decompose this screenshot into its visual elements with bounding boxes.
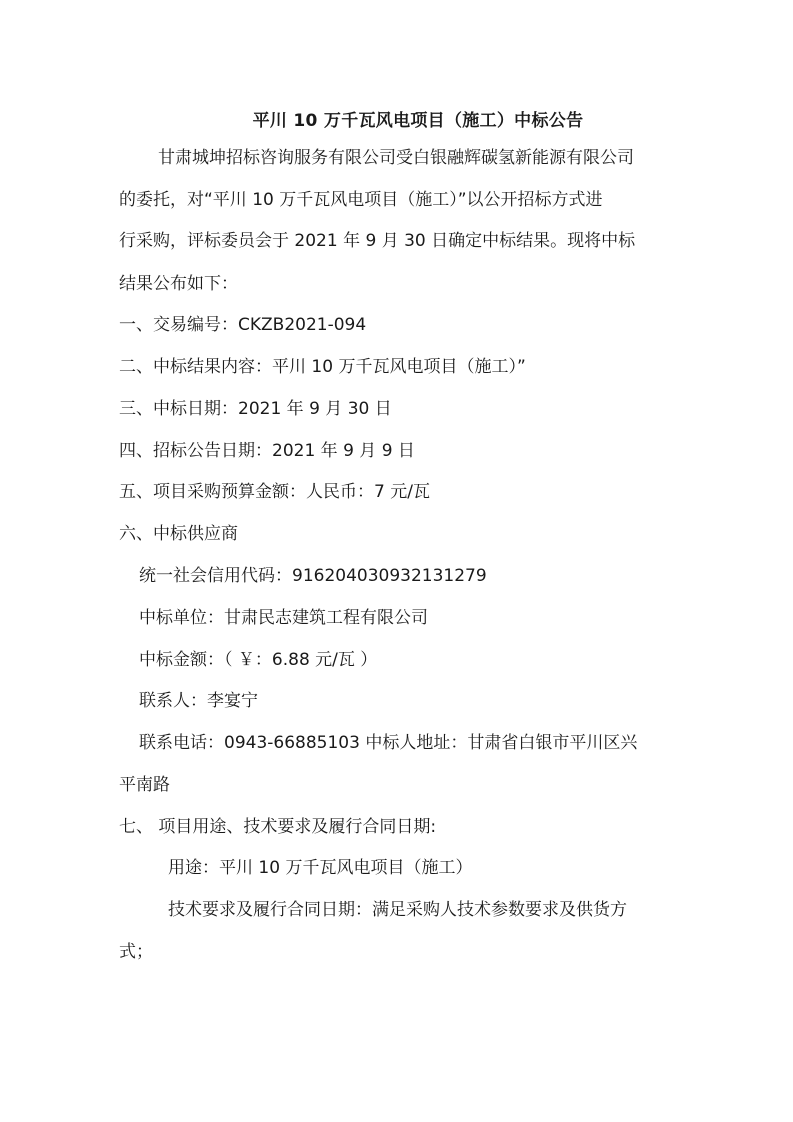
intro-line: 甘肃城坤招标咨询服务有限公司受白银融辉碳氢新能源有限公司 [158, 148, 634, 168]
intro-line: 的委托，对“平川 10 万千瓦风电项目（施工）”以公开招标方式进 [119, 190, 603, 210]
supplier-phone-address: 联系电话：0943-66885103 中标人地址：甘肃省白银市平川区兴 [139, 733, 638, 753]
supplier-amount: 中标金额：（ ￥：6.88 元/瓦 ） [139, 650, 378, 670]
section7-heading: 七、 项目用途、技术要求及履行合同日期: [119, 817, 437, 837]
item-award-date: 三、中标日期：2021 年 9 月 30 日 [119, 399, 392, 419]
section7-tech-requirements: 技术要求及履行合同日期：满足采购人技术参数要求及供货方 [168, 900, 627, 920]
supplier-credit-code: 统一社会信用代码：916204030932131279 [139, 566, 487, 586]
intro-line: 行采购，评标委员会于 2021 年 9 月 30 日确定中标结果。现将中标 [119, 231, 636, 251]
page-title: 平川 10 万千瓦风电项目（施工）中标公告 [252, 111, 584, 131]
supplier-unit: 中标单位：甘肃民志建筑工程有限公司 [139, 608, 428, 628]
section7-usage: 用途：平川 10 万千瓦风电项目（施工） [168, 858, 473, 878]
supplier-contact: 联系人：李宴宁 [139, 691, 258, 711]
item-budget: 五、项目采购预算金额：人民币：7 元/瓦 [119, 482, 430, 502]
intro-line: 结果公布如下： [119, 274, 238, 294]
item-supplier-heading: 六、中标供应商 [119, 524, 238, 544]
item-announcement-date: 四、招标公告日期：2021 年 9 月 9 日 [119, 441, 415, 461]
section7-tech-requirements-continued: 式； [119, 942, 153, 962]
supplier-address-continued: 平南路 [119, 775, 170, 795]
item-transaction-number: 一、交易编号：CKZB2021-094 [119, 315, 367, 335]
item-result-content: 二、中标结果内容：平川 10 万千瓦风电项目（施工）” [119, 357, 526, 377]
